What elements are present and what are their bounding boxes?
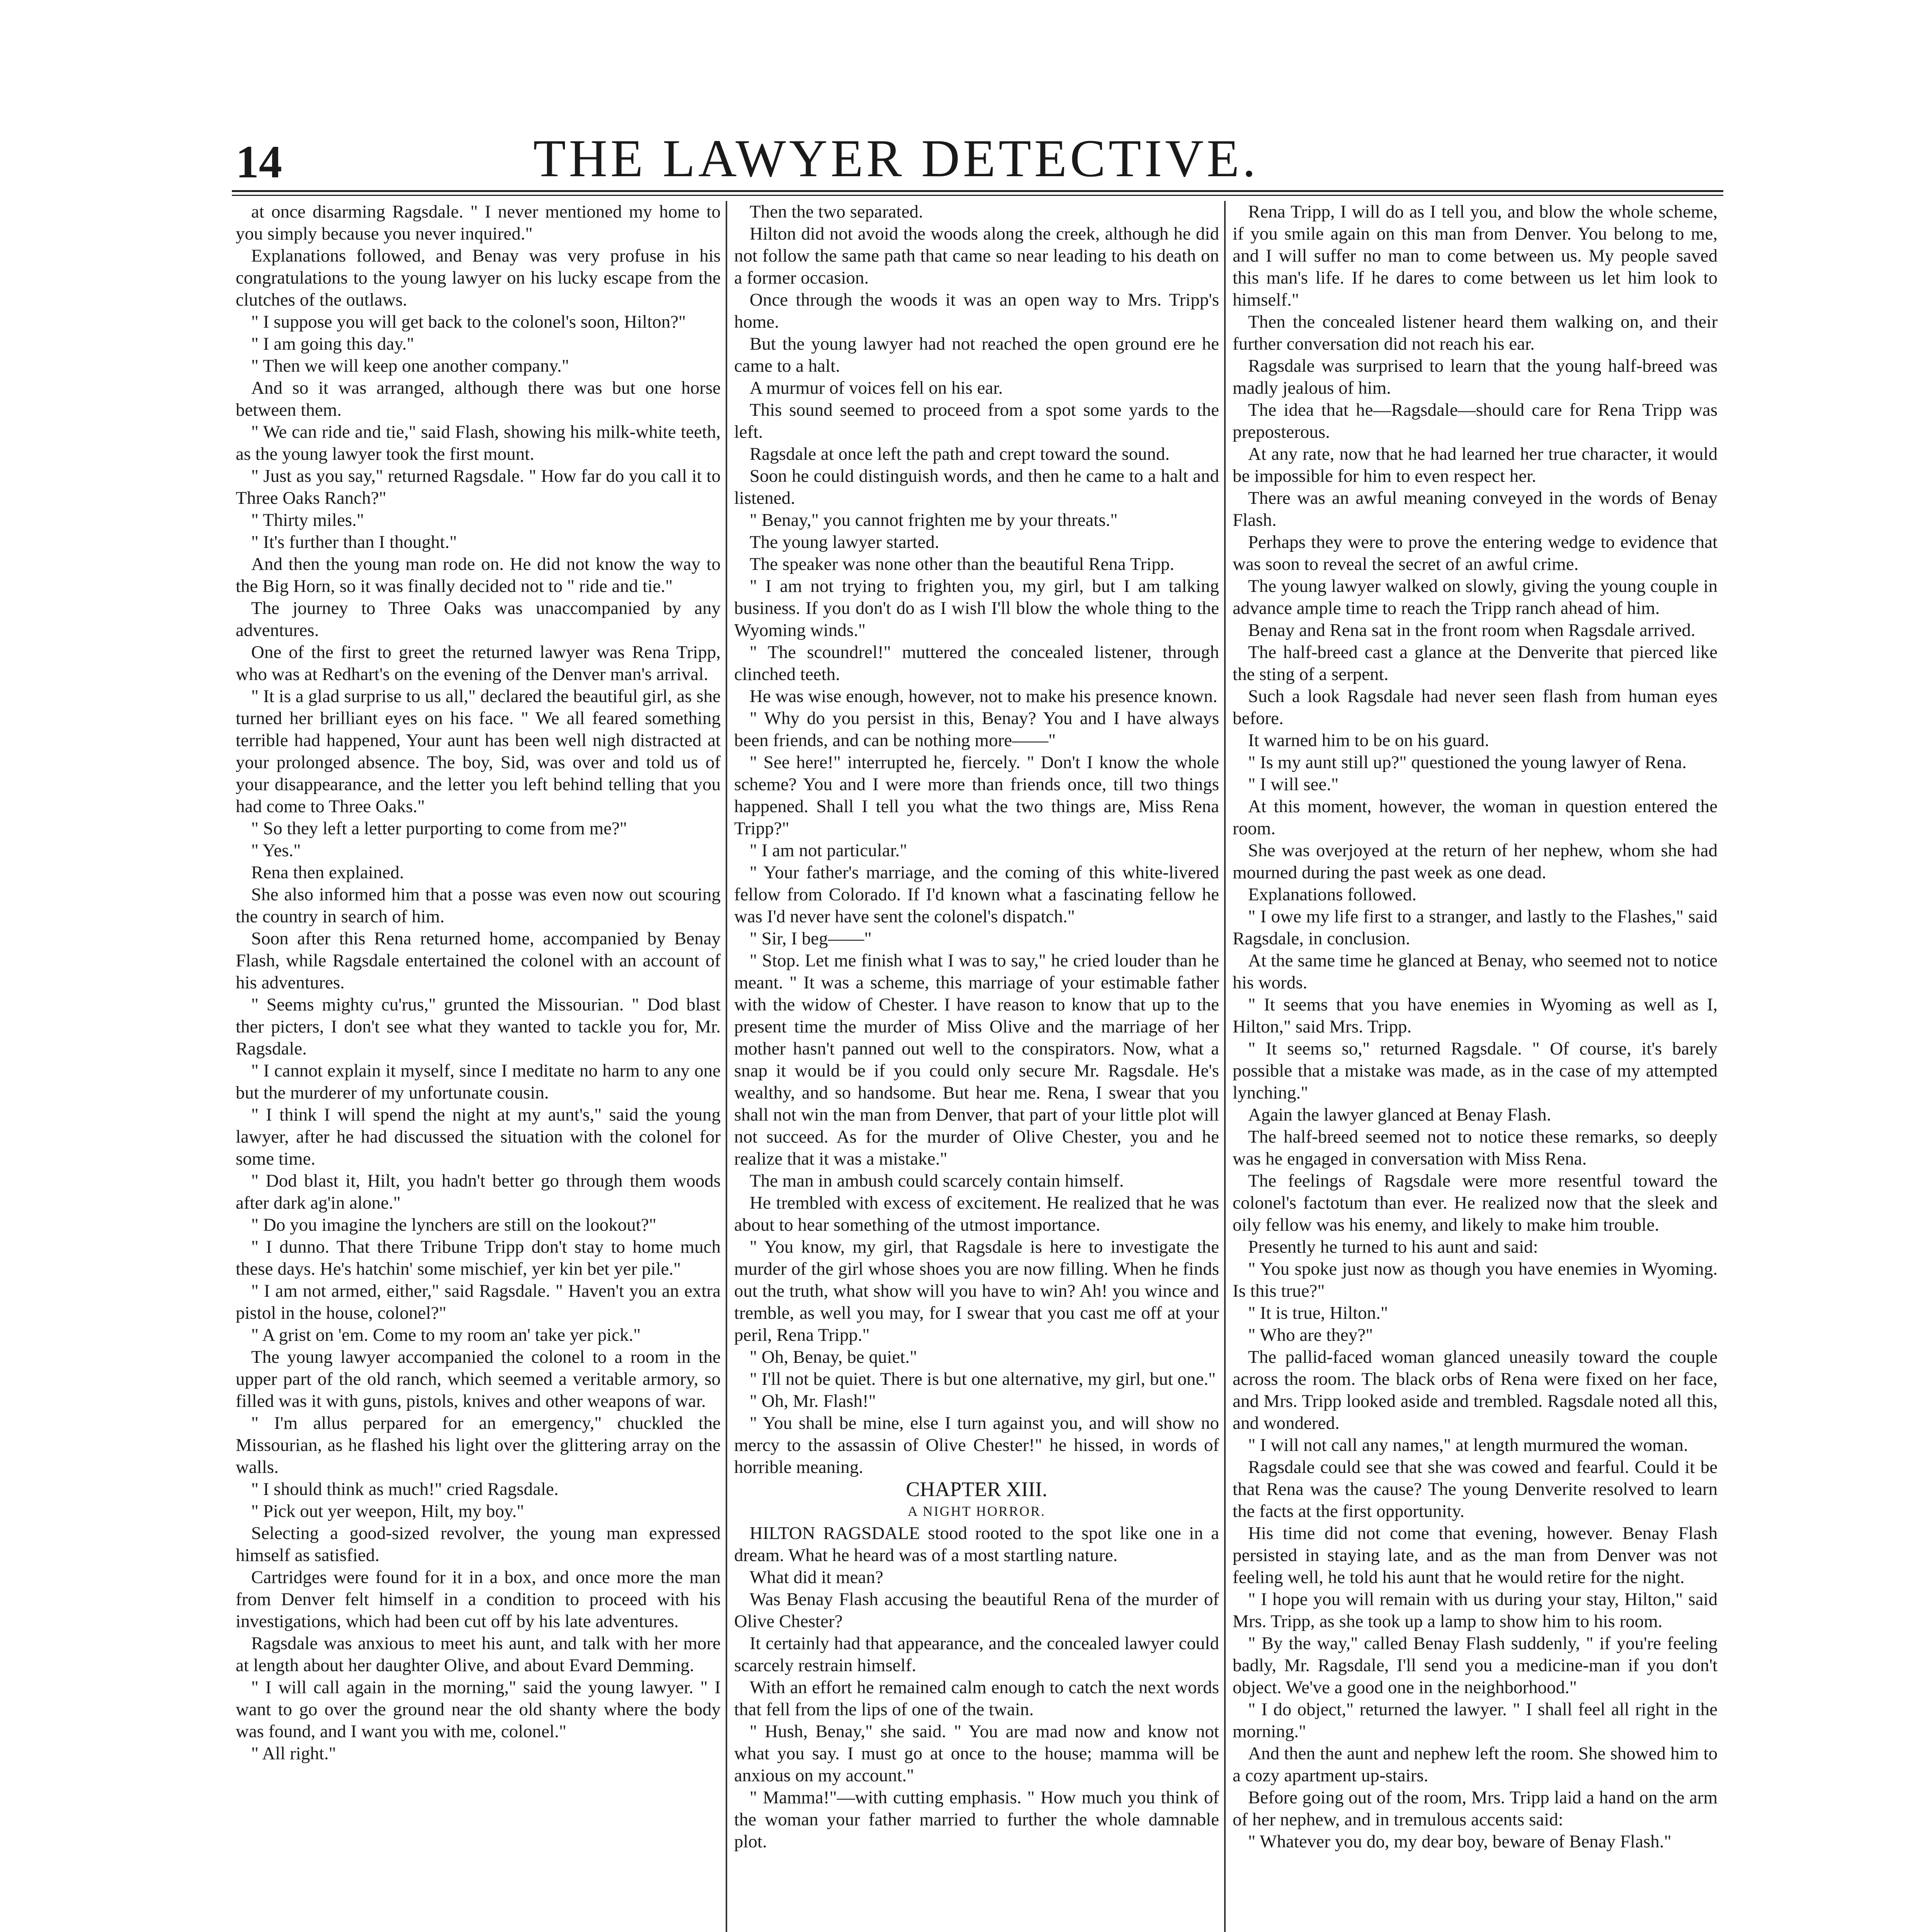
paragraph: " I hope you will remain with us during your stay, Hilton," said Mrs. Tripp, as she took up a lamp to show him to his room. (1233, 1589, 1718, 1631)
paragraph: " Dod blast it, Hilt, you hadn't better go through them woods after dark ag'in alone." (236, 1171, 721, 1213)
paragraph: " Who are they?" (1248, 1325, 1373, 1345)
paragraph: Ragsdale at once left the path and crept toward the sound. (750, 444, 1170, 464)
paragraph: " Stop. Let me finish what I was to say," he cried louder than he meant. " It was a scheme, this marriage of your estimable father with the widow of Chester. I have reason to know that up to the present time the murder of Miss Olive and the marriage of her mother hasn't panned out well to the conspirators. Now, what a snap it would be if you could only secure Mr. Ragsdale. He's wealthy, and so handsome. But hear me. Rena, I swear that you shall not win the man from Denver, that part of your little plot will not succeed. As for the murder of Olive Chester, you and he realize that it was a mistake." (734, 951, 1219, 1169)
paragraph: " So they left a letter purporting to come from me?" (251, 818, 627, 838)
paragraph: " I think I will spend the night at my aunt's," said the young lawyer, after he had discussed the situation with the colonel for some time. (236, 1105, 721, 1169)
paragraph: She was overjoyed at the return of her nephew, whom she had mourned during the past week as one dead. (1233, 840, 1718, 883)
column-divider (726, 201, 727, 1932)
paragraph: Soon after this Rena returned home, accompanied by Benay Flash, while Ragsdale entertained the colonel with an account of his adventures. (236, 929, 721, 993)
paragraph: The man in ambush could scarcely contain himself. (750, 1171, 1124, 1191)
paragraph: And then the aunt and nephew left the room. She showed him to a cozy apartment up-stairs. (1233, 1743, 1718, 1786)
paragraph: " I owe my life first to a stranger, and lastly to the Flashes," said Ragsdale, in conclusion. (1233, 906, 1718, 949)
paragraph: Then the concealed listener heard them walking on, and their further conversation did not reach his ear. (1233, 312, 1718, 354)
paragraph: " Just as you say," returned Ragsdale. " How far do you call it to Three Oaks Ranch?" (236, 466, 721, 508)
paragraph: " It is a glad surprise to us all," declared the beautiful girl, as she turned her brilliant eyes on his face. " We all feared something terrible had happened, Your aunt has been well nigh distracted at your prolonged absence. The boy, Sid, was over and told us of your disappearance, and the letter you left behind telling that you had come to Three Oaks." (236, 686, 721, 816)
paragraph: There was an awful meaning conveyed in the words of Benay Flash. (1233, 488, 1718, 530)
paragraph: He trembled with excess of excitement. He realized that he was about to hear something of the utmost importance. (734, 1193, 1219, 1235)
paragraph: " You shall be mine, else I turn against you, and will show no mercy to the assassin of Olive Chester!" he hissed, in words of horrible meaning. (734, 1413, 1219, 1477)
paragraph: " I will call again in the morning," said the young lawyer. " I want to go over the ground near the old shanty where the body was found, and I want you with me, colonel." (236, 1677, 721, 1742)
paragraph: At this moment, however, the woman in question entered the room. (1233, 796, 1718, 838)
paragraph: " Then we will keep one another company." (251, 356, 569, 376)
paragraph: " Seems mighty cu'rus," grunted the Missourian. " Dod blast ther picters, I don't see what they wanted to tackle you for, Mr. Ragsdale. (236, 995, 721, 1059)
paragraph: " I do object," returned the lawyer. " I shall feel all right in the morning." (1233, 1699, 1718, 1742)
paragraph: The speaker was none other than the beautiful Rena Tripp. (750, 554, 1174, 574)
paragraph: " Oh, Benay, be quiet." (750, 1347, 917, 1367)
column-3 (1233, 201, 1718, 1932)
paragraph: Selecting a good-sized revolver, the young man expressed himself as satisfied. (236, 1523, 721, 1565)
paragraph: " Your father's marriage, and the coming of this white-livered fellow from Colorado. If I'd known what a fascinating fellow he was I'd never have sent the colonel's dispatch." (734, 862, 1219, 927)
paragraph: Rena Tripp, I will do as I tell you, and blow the whole scheme, if you smile again on this man from Denver. You belong to me, and I will suffer no man to come between us. My people saved this man's life. If he dares to come between us let him look to himself." (1233, 202, 1718, 310)
paragraph: " Mamma!"—with cutting emphasis. " How much you think of the woman your father married to further the whole damnable plot. (734, 1787, 1219, 1852)
paragraph: The half-breed cast a glance at the Denverite that pierced like the sting of a serpent. (1233, 642, 1718, 684)
paragraph: " It seems so," returned Ragsdale. " Of course, it's barely possible that a mistake was made, as in the case of my attempted lynching." (1233, 1039, 1718, 1103)
paragraph: Hilton did not avoid the woods along the creek, although he did not follow the same path that came so near leading to his death on a former occasion. (734, 224, 1219, 288)
paragraph: The feelings of Ragsdale were more resentful toward the colonel's factotum than ever. He realized now that the sleek and oily fellow was his enemy, and likely to make him trouble. (1233, 1171, 1718, 1235)
paragraph: " I will not call any names," at length murmured the woman. (1248, 1435, 1688, 1455)
paragraph: " I should think as much!" cried Ragsdale. (251, 1479, 559, 1499)
paragraph: " I am not armed, either," said Ragsdale. " Haven't you an extra pistol in the house, colonel?" (236, 1281, 721, 1323)
paragraph: " All right." (251, 1743, 336, 1764)
paragraph: " Is my aunt still up?" questioned the young lawyer of Rena. (1248, 752, 1687, 772)
paragraph: She also informed him that a posse was even now out scouring the country in search of him. (236, 884, 721, 927)
paragraph: Was Benay Flash accusing the beautiful Rena of the murder of Olive Chester? (734, 1589, 1219, 1631)
paragraph: Again the lawyer glanced at Benay Flash. (1248, 1105, 1551, 1125)
paragraph: " We can ride and tie," said Flash, showing his milk-white teeth, as the young lawyer took the first mount. (236, 422, 721, 464)
paragraph: He was wise enough, however, not to make his presence known. (750, 686, 1218, 706)
column-2 (734, 201, 1219, 1932)
paragraph: Perhaps they were to prove the entering wedge to evidence that was soon to reveal the secret of an awful crime. (1233, 532, 1718, 574)
paragraph: The young lawyer started. (750, 532, 939, 552)
paragraph: " You know, my girl, that Ragsdale is here to investigate the murder of the girl whose shoes you are now filling. When he finds out the truth, what show will you have to win? Ah! you wince and tremble, as well you may, for I swear that you cast me off at your peril, Rena Tripp." (734, 1237, 1219, 1345)
paragraph: " Oh, Mr. Flash!" (750, 1391, 876, 1411)
paragraph: Presently he turned to his aunt and said: (1248, 1237, 1538, 1257)
paragraph: At the same time he glanced at Benay, who seemed not to notice his words. (1233, 951, 1718, 993)
page-number: 14 (236, 136, 282, 187)
paragraph: " I am not particular." (750, 840, 907, 861)
paragraph: Explanations followed. (1248, 884, 1417, 905)
paragraph: " It's further than I thought." (251, 532, 457, 552)
paragraph: Cartridges were found for it in a box, and once more the man from Denver felt himself in a condition to proceed with his investigations, which had been cut off by his late adventures. (236, 1567, 721, 1631)
paragraph: One of the first to greet the returned lawyer was Rena Tripp, who was at Redhart's on the evening of the Denver man's arrival. (236, 642, 721, 684)
paragraph: Then the two separated. (750, 202, 923, 222)
paragraph: " Do you imagine the lynchers are still on the lookout?" (251, 1215, 656, 1235)
paragraph: It certainly had that appearance, and the concealed lawyer could scarcely restrain himself. (734, 1633, 1219, 1675)
paragraph: The journey to Three Oaks was unaccompanied by any adventures. (236, 598, 721, 640)
paragraph: " Hush, Benay," she said. " You are mad now and know not what you say. I must go at once to the house; mamma will be anxious on my account." (734, 1721, 1219, 1786)
paragraph: Such a look Ragsdale had never seen flash from human eyes before. (1233, 686, 1718, 728)
paragraph: The half-breed seemed not to notice these remarks, so deeply was he engaged in conversation with Miss Rena. (1233, 1127, 1718, 1169)
paragraph: " I suppose you will get back to the colonel's soon, Hilton?" (251, 312, 686, 332)
page-title: THE LAWYER DETECTIVE. (533, 129, 1259, 188)
paragraph: " I will see." (1248, 774, 1339, 794)
paragraph: " Whatever you do, my dear boy, beware of Benay Flash." (1248, 1832, 1672, 1852)
paragraph: With an effort he remained calm enough to catch the next words that fell from the lips of one of the twain. (734, 1677, 1219, 1719)
paragraph: at once disarming Ragsdale. " I never mentioned my home to you simply because you never inquired." (236, 202, 721, 244)
paragraph: HILTON RAGSDALE stood rooted to the spot like one in a dream. What he heard was of a most startling nature. (734, 1523, 1219, 1565)
paragraph: " Sir, I beg——" (750, 929, 872, 949)
paragraph: The idea that he—Ragsdale—should care for Rena Tripp was preposterous. (1233, 400, 1718, 442)
paragraph: " I am not trying to frighten you, my girl, but I am talking business. If you don't do as I wish I'll blow the whole thing to the Wyoming winds." (734, 576, 1219, 640)
paragraph: Ragsdale was anxious to meet his aunt, and talk with her more at length about her daughter Olive, and about Evard Demming. (236, 1633, 721, 1675)
paragraph: This sound seemed to proceed from a spot some yards to the left. (734, 400, 1219, 442)
paragraph: " By the way," called Benay Flash suddenly, " if you're feeling badly, Mr. Ragsdale, I'll send you a medicine-man if you don't object. We've a good one in the neighborhood." (1233, 1633, 1718, 1697)
paragraph: " I'm allus perpared for an emergency," chuckled the Missourian, as he flashed his light over the glittering array on the walls. (236, 1413, 721, 1477)
paragraph: His time did not come that evening, however. Benay Flash persisted in staying late, and as the man from Denver was not feeling well, he told his aunt that he would retire for the night. (1233, 1523, 1718, 1587)
paragraph: " It seems that you have enemies in Wyoming as well as I, Hilton," said Mrs. Tripp. (1233, 995, 1718, 1037)
article-columns (236, 201, 1727, 1932)
column-1 (236, 201, 721, 1932)
chapter-subtitle: A NIGHT HORROR. (907, 1503, 1046, 1519)
paragraph: " Why do you persist in this, Benay? You and I have always been friends, and can be nothing more——" (734, 708, 1219, 750)
paragraph: The pallid-faced woman glanced uneasily toward the couple across the room. The black orbs of Rena were fixed on her face, and Mrs. Tripp looked aside and trembled. Ragsdale noted all this, and wondered. (1233, 1347, 1718, 1433)
paragraph: " Yes." (251, 840, 301, 861)
paragraph: " Pick out yer weepon, Hilt, my boy." (251, 1501, 524, 1521)
header-rule-bottom (232, 195, 1723, 196)
paragraph: Rena then explained. (251, 862, 404, 883)
paragraph: It warned him to be on his guard. (1248, 730, 1489, 750)
paragraph: And then the young man rode on. He did not know the way to the Big Horn, so it was finally decided not to " ride and tie." (236, 554, 721, 596)
paragraph: " A grist on 'em. Come to my room an' take yer pick." (251, 1325, 641, 1345)
paragraph: Soon he could distinguish words, and then he came to a halt and listened. (734, 466, 1219, 508)
paragraph: " You spoke just now as though you have enemies in Wyoming. Is this true?" (1233, 1259, 1718, 1301)
header-rule-top (232, 190, 1723, 192)
paragraph: " See here!" interrupted he, fiercely. " Don't I know the whole scheme? You and I were more than friends once, till two things happened. Shall I tell you what the two things are, Miss Rena Tripp?" (734, 752, 1219, 838)
paragraph: And so it was arranged, although there was but one horse between them. (236, 378, 721, 420)
paragraph: " It is true, Hilton." (1248, 1303, 1388, 1323)
paragraph: " I am going this day." (251, 334, 414, 354)
paragraph: Ragsdale was surprised to learn that the young half-breed was madly jealous of him. (1233, 356, 1718, 398)
paragraph: Ragsdale could see that she was cowed and fearful. Could it be that Rena was the cause? The young Denverite resolved to learn the facts at the first opportunity. (1233, 1457, 1718, 1521)
paragraph: " I dunno. That there Tribune Tripp don't stay to home much these days. He's hatchin' some mischief, yer kin bet yer pile." (236, 1237, 721, 1279)
paragraph: " The scoundrel!" muttered the concealed listener, through clinched teeth. (734, 642, 1219, 684)
paragraph: Once through the woods it was an open way to Mrs. Tripp's home. (734, 290, 1219, 332)
column-divider (1224, 201, 1226, 1932)
paragraph: But the young lawyer had not reached the open ground ere he came to a halt. (734, 334, 1219, 376)
paragraph: " Thirty miles." (251, 510, 364, 530)
paragraph: What did it mean? (750, 1567, 883, 1587)
paragraph: The young lawyer walked on slowly, giving the young couple in advance ample time to reach the Tripp ranch ahead of him. (1233, 576, 1718, 618)
paragraph: " Benay," you cannot frighten me by your threats." (750, 510, 1118, 530)
paragraph: The young lawyer accompanied the colonel to a room in the upper part of the old ranch, which seemed a veritable armory, so filled was it with guns, pistols, knives and other weapons of war. (236, 1347, 721, 1411)
chapter-heading: CHAPTER XIII. (906, 1478, 1048, 1501)
paragraph: Explanations followed, and Benay was very profuse in his congratulations to the young lawyer on his lucky escape from the clutches of the outlaws. (236, 246, 721, 310)
paragraph: Benay and Rena sat in the front room when Ragsdale arrived. (1248, 620, 1696, 640)
paragraph: A murmur of voices fell on his ear. (750, 378, 1003, 398)
paragraph: " I cannot explain it myself, since I meditate no harm to any one but the murderer of my unfortunate cousin. (236, 1061, 721, 1103)
paragraph: " I'll not be quiet. There is but one alternative, my girl, but one." (750, 1369, 1216, 1389)
paragraph: At any rate, now that he had learned her true character, it would be impossible for him to even respect her. (1233, 444, 1718, 486)
paragraph: Before going out of the room, Mrs. Tripp laid a hand on the arm of her nephew, and in tremulous accents said: (1233, 1787, 1718, 1830)
